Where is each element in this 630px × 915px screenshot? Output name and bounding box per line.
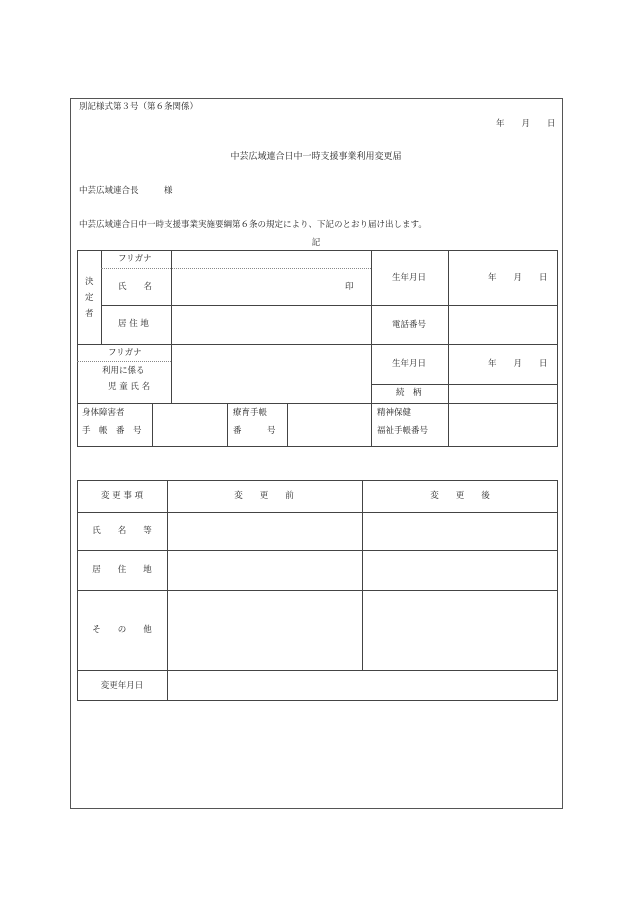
submission-date: 年 月 日 (496, 119, 556, 129)
ki-label: 記 (311, 238, 321, 248)
furigana-divider (101, 268, 371, 269)
divider (362, 480, 363, 670)
form-number: 別記様式第３号（第６条関係） (79, 102, 199, 112)
divider (77, 590, 558, 591)
divider (371, 305, 558, 306)
divider (448, 250, 449, 447)
seal-label: 印 (345, 282, 354, 292)
relation-label: 続 柄 (396, 388, 422, 398)
header-change-item: 変 更 事 項 (100, 491, 144, 501)
child-birth-value: 年 月 日 (488, 359, 548, 369)
divider (77, 670, 558, 671)
child-furigana-label: フリガナ (108, 348, 142, 358)
child-label-2: 児 童 氏 名 (108, 382, 151, 392)
divider (101, 305, 371, 306)
furigana-divider (77, 361, 171, 362)
divider (227, 403, 228, 447)
row-name-label: 氏 名 等 (92, 526, 152, 536)
addressee: 中芸広域連合長 様 (79, 186, 173, 196)
applicant-table (77, 250, 558, 447)
applicant-address-label: 居 住 地 (118, 319, 149, 329)
divider (77, 512, 558, 513)
applicant-birth-value: 年 月 日 (488, 273, 548, 283)
divider (77, 550, 558, 551)
header-before: 変 更 前 (234, 491, 294, 501)
mental-notebook-label-1: 精神保健 (377, 408, 412, 418)
row-address-label: 居 住 地 (92, 565, 152, 575)
rehab-notebook-label-2: 番 号 (233, 426, 276, 436)
divider (171, 250, 172, 403)
side-label-1: 決 (85, 277, 94, 287)
child-birth-label: 生年月日 (392, 359, 427, 369)
divider (287, 403, 288, 447)
header-after: 変 更 後 (430, 491, 490, 501)
divider (371, 250, 372, 447)
applicant-birth-label: 生年月日 (392, 273, 427, 283)
row-other-label: そ の 他 (92, 625, 152, 635)
mental-notebook-label-2: 福祉手帳番号 (377, 426, 429, 436)
physical-notebook-label-1: 身体障害者 (82, 408, 125, 418)
physical-notebook-label-2: 手 帳 番 号 (82, 426, 142, 436)
row-change-date-label: 変更年月日 (100, 681, 144, 691)
divider (77, 403, 558, 404)
divider (371, 384, 558, 385)
side-label-3: 者 (85, 309, 94, 319)
divider (152, 403, 153, 447)
form-frame (70, 98, 563, 809)
intro-text: 中芸広域連合日中一時支援事業実施要綱第６条の規定により、下記のとおり届け出します。 (79, 220, 427, 230)
divider (101, 250, 102, 344)
rehab-notebook-label-1: 療育手帳 (233, 408, 268, 418)
form-title: 中芸広域連合日中一時支援事業利用変更届 (230, 152, 402, 162)
applicant-name-label: 氏 名 (118, 282, 153, 292)
child-label-1: 利用に係る (102, 366, 145, 376)
divider (77, 344, 558, 345)
phone-label: 電話番号 (392, 320, 427, 330)
side-label-2: 定 (85, 293, 94, 303)
applicant-furigana-label: フリガナ (118, 254, 152, 264)
